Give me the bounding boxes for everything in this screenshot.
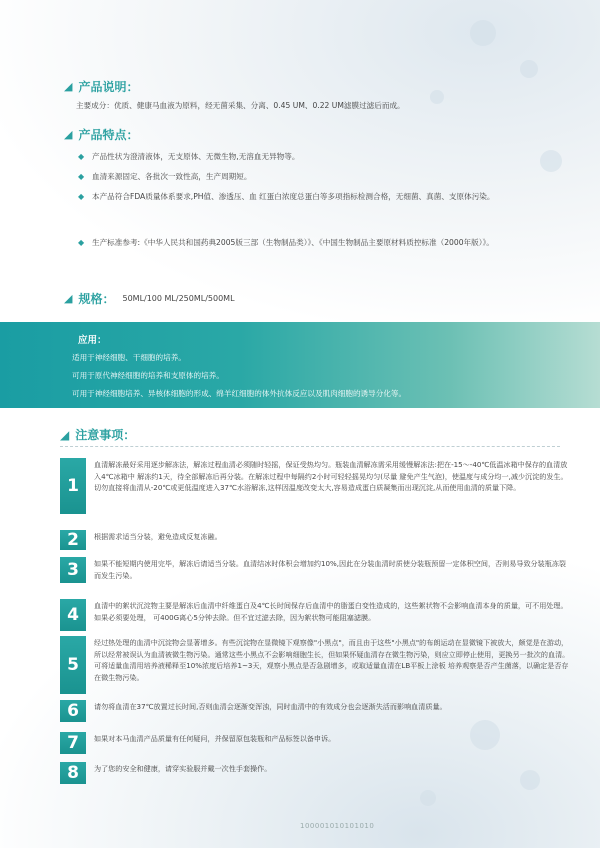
note-text: 请勿将血清在37℃放置过长时间,否则血清会逐渐变浑浊，同时血清中的有效成分也会逐渐失活而影响血清质量。 — [94, 702, 447, 711]
application-item: 可用于原代神经细胞的培养和支原体的培养。 — [72, 371, 224, 380]
note-item — [60, 530, 570, 550]
notes-title: 注意事项： — [75, 428, 136, 442]
product-desc-title: 产品说明： — [78, 80, 139, 94]
note-item — [60, 636, 570, 694]
note-number: 4 — [60, 599, 86, 631]
product-desc-heading — [64, 78, 138, 95]
diamond-bullet-icon: ◆ — [78, 238, 85, 247]
molecule-decoration — [520, 60, 538, 78]
feature-item: ◆ 生产标准参考:《中华人民共和国药典2005版三部（生物制品类）》、《中国生物制品主要原材料质控标准（2000年版）》。 — [78, 236, 548, 251]
notes-divider — [60, 446, 560, 447]
molecule-decoration — [420, 790, 436, 806]
molecule-decoration — [470, 20, 496, 46]
binary-decoration: 100001010101010 — [300, 822, 375, 830]
note-number: 6 — [60, 700, 86, 722]
note-number: 2 — [60, 530, 86, 550]
note-text: 如果不能短期内使用完毕，解冻后请适当分装。血清结冰时体积会增加约10%,因此在分装血清时质使分装瓶预留一定体积空间，否则易导致分装瓶冻裂而发生污染。 — [94, 559, 567, 580]
product-desc-text: 主要成分：优质、健康马血液为原料，经无菌采集、分离、0.45 UM、0.22 UM滤膜过滤后而成。 — [76, 101, 405, 110]
triangle-bullet-icon: ◢ — [60, 427, 70, 442]
note-text: 血清中的絮状沉淀物主要是解冻后血清中纤维蛋白及4℃长时间保存后血清中的脂蛋白变性造成的，这些絮状物不会影响血清本身的质量，可不用处理。如果必须要处理， 可400G离心5分钟去除。但不宜过滤去除，因为絮状物可能阻塞滤膜。 — [94, 601, 568, 622]
triangle-bullet-icon: ◢ — [64, 128, 73, 141]
diamond-bullet-icon: ◆ — [78, 152, 85, 161]
feature-item: ◆ 产品性状为澄清液体，无支原体、无微生物,无溶血无异物等。 — [78, 150, 548, 165]
note-item — [60, 700, 570, 722]
note-number: 5 — [60, 636, 86, 694]
notes-heading — [60, 426, 135, 443]
feature-item: ◆ 血清来源固定、各批次一致性高，生产周期短。 — [78, 170, 548, 185]
note-item — [60, 599, 570, 631]
note-text: 如果对本马血清产品质量有任何疑问，并保留原包装瓶和产品标签以备申诉。 — [94, 734, 336, 743]
note-text: 经过热处理的血清中沉淀物会显著增多。有些沉淀物在显微镜下观察像"小黑点"，而且由于这些"小黑点"的布朗运动在显微镜下被放大，颇觉是在游动，所以经常被误认为血清被微生物污染。通常这些小黑点不会影响细胞生长，但如果怀疑血清存在微生物污染，则应立即停止使用，更换另一批次的血清。可将适量血清用培养液稀释至10%浓度后培养1~3天，观察小黑点是否急剧增多，或取适量血清在LB平板上涂板 培养观察是否产生菌落，以确定是否存在微生物污染。 — [94, 638, 570, 682]
note-text: 根据需求适当分装，避免造成反复冻融。 — [94, 532, 222, 541]
specs-heading — [64, 290, 235, 307]
note-item — [60, 557, 570, 583]
application-item: 可用于神经细胞培养、异核体细胞的形成、绵羊红细胞的体外抗体反应以及肌肉细胞的诱导分化等。 — [72, 389, 407, 398]
note-item — [60, 732, 570, 754]
note-item — [60, 458, 570, 514]
application-title: 应用： — [78, 335, 107, 346]
triangle-bullet-icon: ◢ — [64, 292, 73, 305]
note-number: 8 — [60, 762, 86, 784]
note-text: 血清解冻最好采用逐步解冻法，解冻过程血清必须随时轻摇，保证受热均匀。瓶装血清解冻需采用缓慢解冻法:把在-15～-40℃低温冰箱中保存的血清放入4℃冰箱中 解冻约1天，待全部解冻后再分装。在解冻过程中每隔约2小时可轻轻摇晃均匀(尽量 避免产生气泡)，使温度与成分均一,减少沉淀的发生。切勿直接将血清从-20℃或更低温度进入37℃水浴解冻,这样因温度改变太大,容易造成蛋白质凝集而出现沉淀,从而使用血清的质量下降。 — [94, 460, 568, 492]
note-number: 1 — [60, 458, 86, 514]
diamond-bullet-icon: ◆ — [78, 192, 85, 201]
note-text: 为了您的安全和健康，请穿实验服并戴一次性手套操作。 — [94, 764, 272, 773]
features-heading — [64, 126, 138, 143]
note-number: 7 — [60, 732, 86, 754]
features-title: 产品特点： — [78, 128, 139, 142]
note-item — [60, 762, 570, 784]
feature-item: ◆ 本产品符合FDA质量体系要求,PH值、渗透压、血 红蛋白浓度总蛋白等多项指标检测合格，无细菌、真菌、支原体污染。 — [78, 190, 548, 205]
application-item: 适用于神经细胞、干细胞的培养。 — [72, 353, 186, 362]
specs-title: 规格： — [78, 292, 115, 306]
note-number: 3 — [60, 557, 86, 583]
diamond-bullet-icon: ◆ — [78, 172, 85, 181]
specs-value: 50ML/100 ML/250ML/500ML — [122, 294, 235, 303]
triangle-bullet-icon: ◢ — [64, 80, 73, 93]
